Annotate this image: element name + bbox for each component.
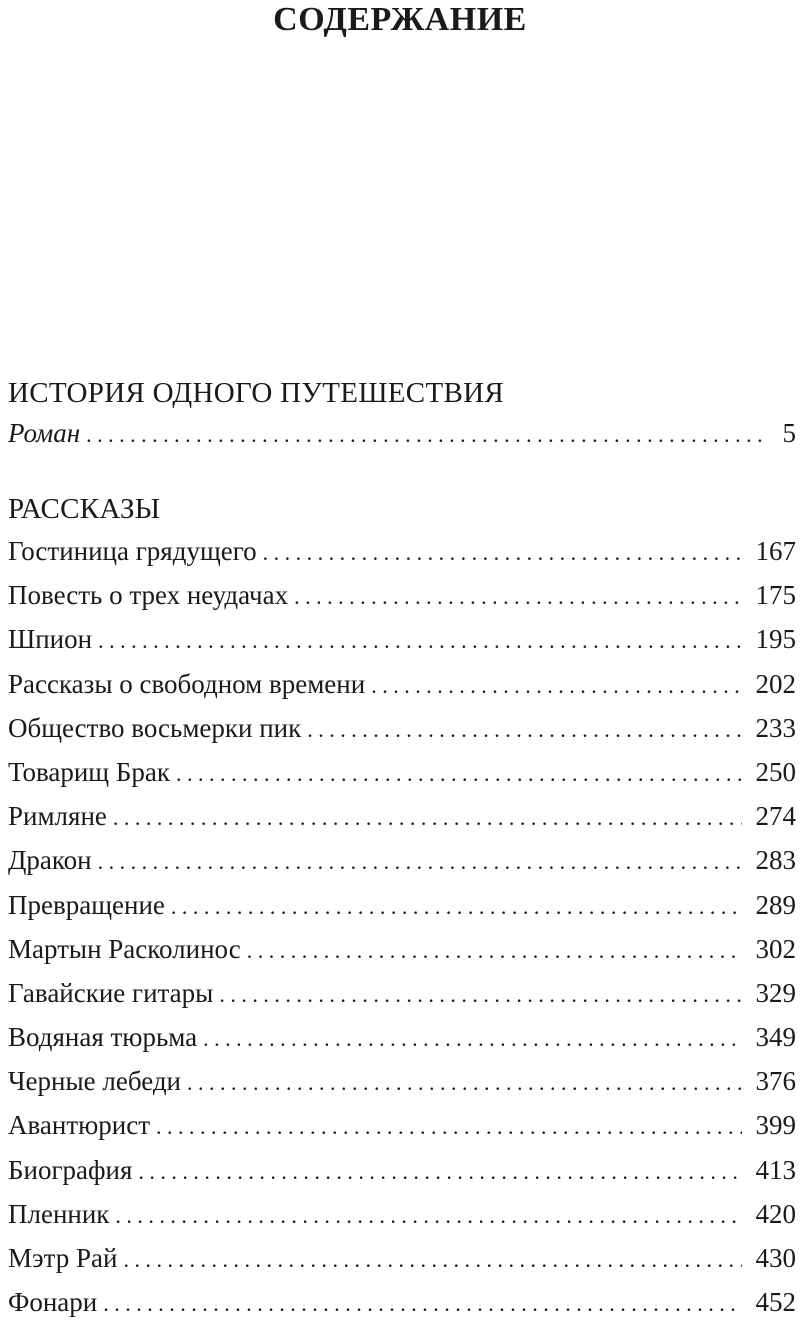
toc-entry-title: Римляне [8,801,107,832]
toc-entry[interactable] [8,1194,796,1238]
toc-entry[interactable] [8,840,796,884]
toc-entry-page: 5 [782,418,796,448]
dot-leader [171,887,742,927]
toc-entry[interactable] [8,1150,796,1194]
dot-leader [115,1196,741,1236]
toc-entry[interactable] [8,1017,796,1061]
toc-entry-page: 274 [755,801,796,832]
stories-list [8,531,796,1326]
dot-leader [219,975,741,1015]
dot-leader [103,1284,741,1324]
toc-entry[interactable] [8,708,796,752]
toc-entry[interactable] [8,531,796,575]
toc-entry-page: 233 [755,712,796,743]
toc-entry-title: Превращение [8,889,165,920]
dot-leader [113,798,742,838]
toc-entry-page: 202 [755,668,796,699]
toc-entry-title: Гавайские гитары [8,977,214,1008]
toc-entry[interactable] [8,885,796,929]
toc-entry-novel[interactable] [8,413,796,453]
toc-entry-title: Авантюрист [8,1110,151,1141]
table-of-contents [8,373,796,1326]
dot-leader [371,666,741,706]
dot-leader [98,621,741,661]
toc-entry-title: Дракон [8,845,92,876]
toc-entry[interactable] [8,752,796,796]
toc-entry[interactable] [8,1061,796,1105]
toc-entry-page: 349 [755,1022,796,1053]
toc-entry[interactable] [8,619,796,663]
toc-entry-title: Гостиница грядущего [8,536,257,566]
toc-entry-title: Рассказы о свободном времени [8,668,366,699]
toc-entry-title: Общество восьмерки пик [8,712,302,743]
dot-leader [98,842,742,882]
toc-entry-page: 413 [755,1154,796,1185]
dot-leader [86,415,768,455]
dot-leader [307,710,741,750]
toc-entry-page: 289 [755,889,796,920]
dot-leader [263,533,742,573]
toc-entry[interactable] [8,796,796,840]
toc-entry-title: Мартын Расколинос [8,933,241,964]
dot-leader [138,1152,741,1192]
toc-entry-page: 195 [755,624,796,655]
dot-leader [187,1063,741,1103]
toc-entry-title: Мэтр Рай [8,1243,118,1273]
toc-entry-page: 175 [755,580,796,611]
toc-entry-title: Шпион [8,624,93,655]
toc-entry[interactable] [8,929,796,973]
toc-entry-title: Повесть о трех неудачах [8,580,289,611]
toc-entry-title: Водяная тюрьма [8,1022,198,1053]
toc-entry[interactable] [8,664,796,708]
section-heading-stories: РАССКАЗЫ [8,493,161,525]
dot-leader [203,1019,741,1059]
toc-entry-page: 376 [755,1066,796,1097]
toc-entry-title: Черные лебеди [8,1066,182,1097]
toc-entry[interactable] [8,1282,796,1326]
page-title: СОДЕРЖАНИЕ [273,1,527,38]
toc-entry-page: 283 [755,845,796,876]
toc-entry[interactable] [8,575,796,619]
toc-entry-page: 399 [755,1110,796,1141]
toc-entry-title: Товарищ Брак [8,756,170,787]
dot-leader [123,1240,741,1280]
toc-entry-title: Биография [8,1154,133,1185]
toc-entry[interactable] [8,1105,796,1149]
toc-entry[interactable] [8,973,796,1017]
section-heading-novel: ИСТОРИЯ ОДНОГО ПУТЕШЕСТВИЯ [8,377,504,409]
toc-entry-title: Роман [8,418,81,448]
toc-entry-page: 250 [755,756,796,787]
dot-leader [247,931,742,971]
toc-entry-page: 302 [755,933,796,964]
toc-entry-page: 167 [755,536,796,566]
dot-leader [156,1107,741,1147]
toc-entry[interactable] [8,1238,796,1282]
dot-leader [294,577,741,617]
toc-entry-title: Пленник [8,1198,110,1229]
toc-entry-page: 420 [755,1198,796,1229]
toc-entry-page: 329 [755,977,796,1008]
toc-entry-page: 452 [755,1287,796,1318]
dot-leader [176,754,742,794]
toc-entry-title: Фонари [8,1287,98,1318]
toc-entry-page: 430 [755,1243,796,1273]
